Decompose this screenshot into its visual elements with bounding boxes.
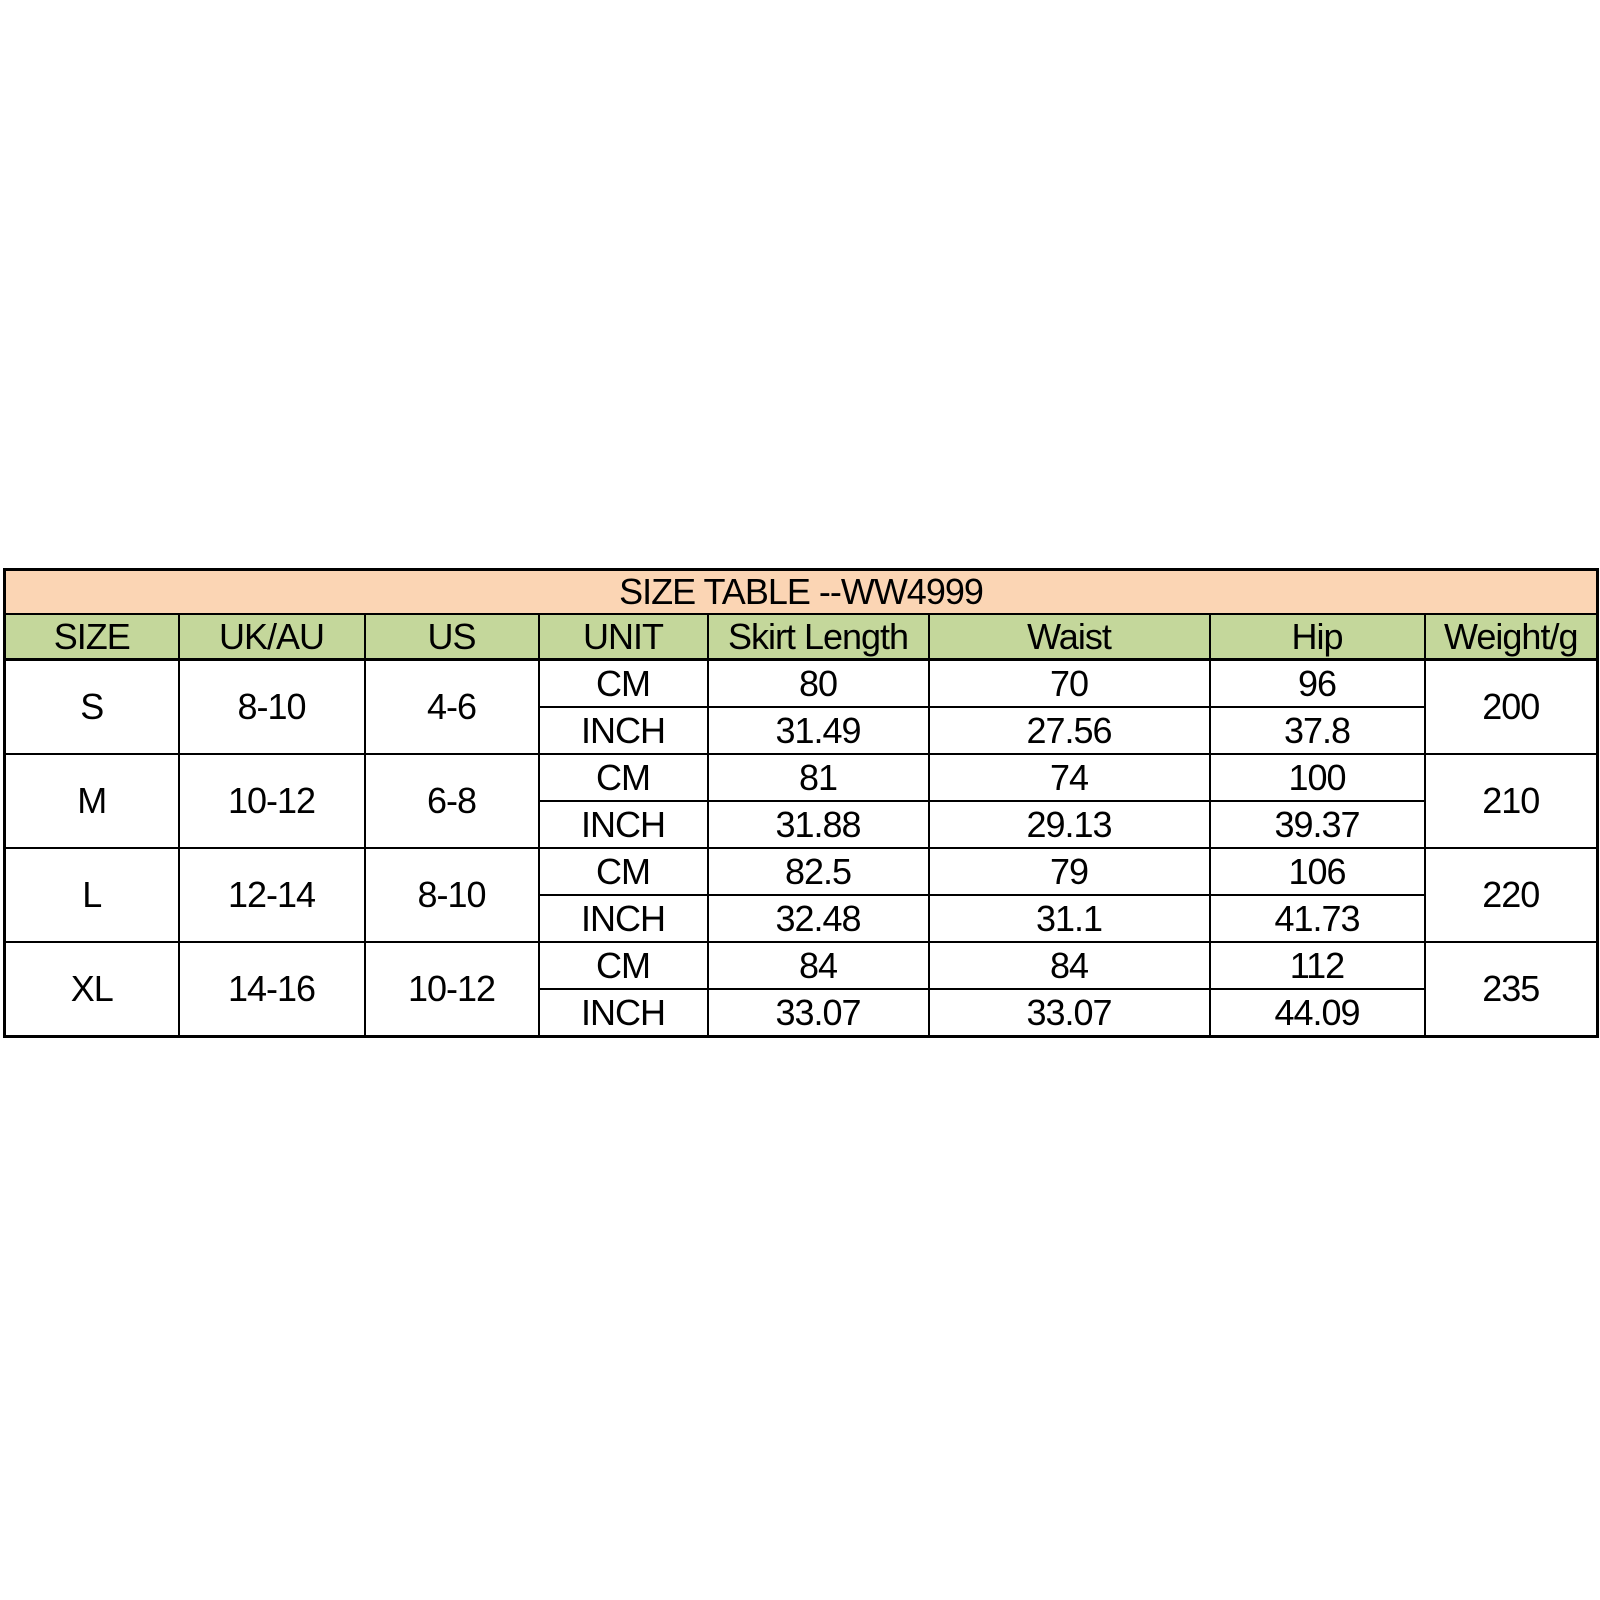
cell-hip: 41.73 [1210,895,1425,942]
cell-waist: 70 [929,660,1210,708]
cell-hip: 112 [1210,942,1425,989]
cell-size: M [5,754,179,848]
cell-unit-inch: INCH [539,895,708,942]
cell-waist: 74 [929,754,1210,801]
table-row-m-cm [5,754,1598,801]
cell-hip: 39.37 [1210,801,1425,848]
cell-hip: 44.09 [1210,989,1425,1037]
cell-skirt-length: 32.48 [708,895,929,942]
col-header-size: SIZE [5,614,179,660]
cell-hip: 100 [1210,754,1425,801]
cell-skirt-length: 33.07 [708,989,929,1037]
cell-skirt-length: 31.49 [708,707,929,754]
cell-skirt-length: 81 [708,754,929,801]
cell-uk-au: 12-14 [179,848,365,942]
cell-skirt-length: 82.5 [708,848,929,895]
cell-waist: 29.13 [929,801,1210,848]
table-row-l-cm [5,848,1598,895]
table-title: SIZE TABLE --WW4999 [5,570,1598,615]
col-header-hip: Hip [1210,614,1425,660]
cell-waist: 31.1 [929,895,1210,942]
cell-hip: 96 [1210,660,1425,708]
cell-uk-au: 14-16 [179,942,365,1037]
cell-skirt-length: 80 [708,660,929,708]
cell-unit-cm: CM [539,848,708,895]
cell-weight: 220 [1425,848,1598,942]
cell-unit-inch: INCH [539,989,708,1037]
cell-unit-cm: CM [539,942,708,989]
cell-size: L [5,848,179,942]
cell-unit-inch: INCH [539,707,708,754]
size-table [3,568,1599,1038]
col-header-waist: Waist [929,614,1210,660]
cell-unit-cm: CM [539,754,708,801]
cell-waist: 84 [929,942,1210,989]
cell-waist: 33.07 [929,989,1210,1037]
cell-size: XL [5,942,179,1037]
col-header-unit: UNIT [539,614,708,660]
cell-hip: 37.8 [1210,707,1425,754]
cell-size: S [5,660,179,755]
cell-weight: 210 [1425,754,1598,848]
table-row-s-cm [5,660,1598,708]
cell-us: 8-10 [365,848,539,942]
cell-skirt-length: 31.88 [708,801,929,848]
col-header-us: US [365,614,539,660]
cell-waist: 79 [929,848,1210,895]
cell-us: 4-6 [365,660,539,755]
cell-waist: 27.56 [929,707,1210,754]
col-header-weight: Weight/g [1425,614,1598,660]
cell-unit-cm: CM [539,660,708,708]
cell-unit-inch: INCH [539,801,708,848]
cell-us: 6-8 [365,754,539,848]
cell-us: 10-12 [365,942,539,1037]
cell-skirt-length: 84 [708,942,929,989]
col-header-skirt-length: Skirt Length [708,614,929,660]
cell-weight: 235 [1425,942,1598,1037]
table-row-xl-cm [5,942,1598,989]
col-header-uk-au: UK/AU [179,614,365,660]
cell-hip: 106 [1210,848,1425,895]
cell-uk-au: 10-12 [179,754,365,848]
cell-uk-au: 8-10 [179,660,365,755]
cell-weight: 200 [1425,660,1598,755]
